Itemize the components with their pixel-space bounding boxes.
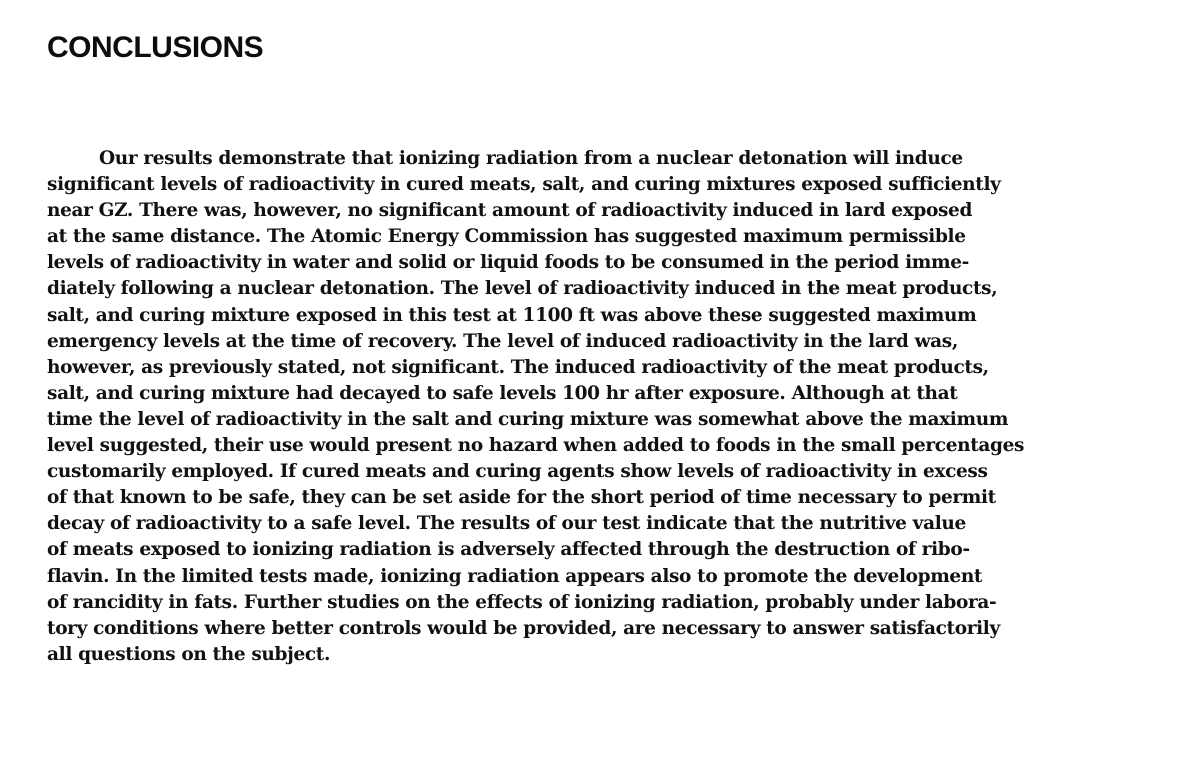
paragraph-line: diately following a nuclear detonation. The level of radioactivity induced in the meat products,: [47, 278, 998, 300]
paragraph-line: level suggested, their use would present no hazard when added to foods in the small percentages: [47, 435, 1025, 457]
paragraph-line: of that known to be safe, they can be set aside for the short period of time necessary to permit: [47, 487, 996, 509]
paragraph-line: Our results demonstrate that ionizing radiation from a nuclear detonation will induce: [99, 148, 963, 169]
paragraph-line: levels of radioactivity in water and solid or liquid foods to be consumed in the period imme-: [47, 252, 969, 274]
paragraph-line: flavin. In the limited tests made, ionizing radiation appears also to promote the development: [47, 565, 983, 587]
paragraph-line: emergency levels at the time of recovery. The level of induced radioactivity in the lard was,: [47, 330, 958, 352]
paragraph-line: however, as previously stated, not significant. The induced radioactivity of the meat products,: [47, 356, 989, 378]
paragraph-line: salt, and curing mixture exposed in this test at 1100 ft was above these suggested maximum: [47, 304, 977, 326]
paragraph-line: significant levels of radioactivity in cured meats, salt, and curing mixtures exposed sufficiently: [47, 174, 1001, 196]
paragraph-line: salt, and curing mixture had decayed to safe levels 100 hr after exposure. Although at that: [47, 382, 958, 404]
paragraph-line: of meats exposed to ionizing radiation is adversely affected through the destruction of ribo-: [47, 539, 970, 561]
conclusions-paragraph: [47, 146, 1172, 668]
paragraph-line: of rancidity in fats. Further studies on the effects of ionizing radiation, probably under labora-: [47, 591, 997, 613]
paragraph-line: time the level of radioactivity in the salt and curing mixture was somewhat above the maximum: [47, 408, 1009, 430]
paragraph-line: near GZ. There was, however, no significant amount of radioactivity induced in lard exposed: [47, 200, 973, 222]
section-heading: CONCLUSIONS: [47, 31, 264, 64]
paragraph-line: tory conditions where better controls would be provided, are necessary to answer satisfactorily: [47, 617, 1000, 639]
paragraph-line: at the same distance. The Atomic Energy Commission has suggested maximum permissible: [47, 226, 966, 248]
paragraph-line: all questions on the subject.: [47, 643, 331, 665]
paragraph-line: customarily employed. If cured meats and curing agents show levels of radioactivity in excess: [47, 461, 988, 483]
paragraph-line: decay of radioactivity to a safe level. The results of our test indicate that the nutritive value: [47, 513, 966, 535]
